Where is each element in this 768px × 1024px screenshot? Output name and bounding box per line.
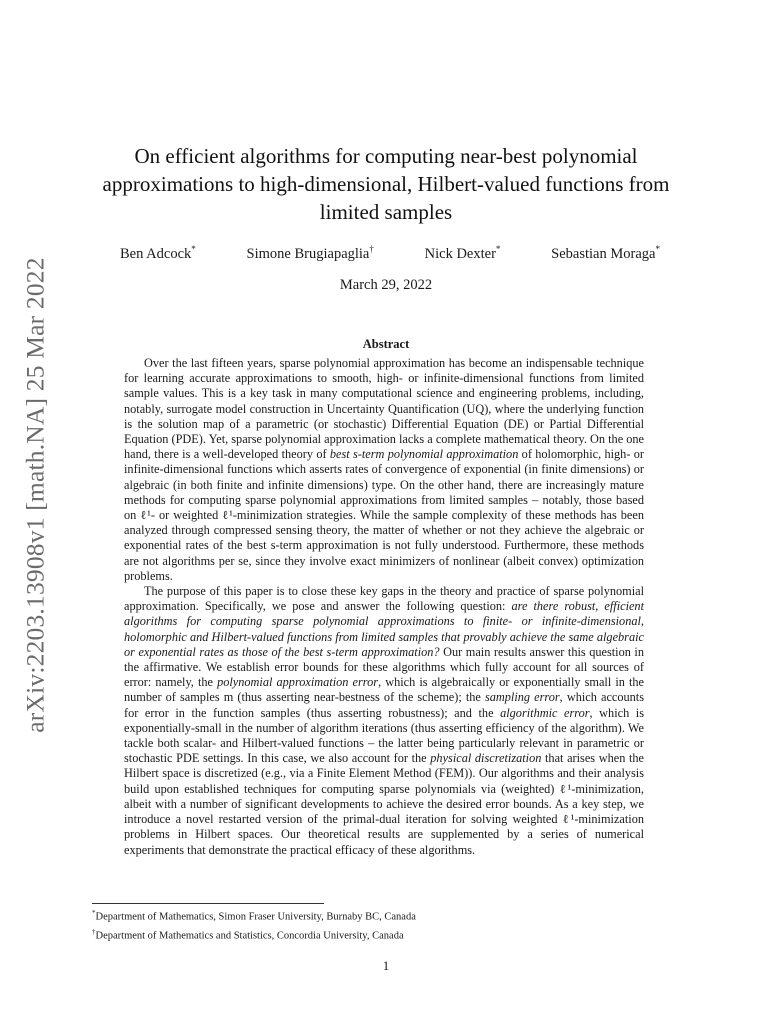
paper-title: On efficient algorithms for computing near-best polynomial approximations to high-dimensional, Hilbert-valued functions from limited samples <box>102 144 670 224</box>
author: Sebastian Moraga* <box>551 244 660 262</box>
abstract-paragraph: Over the last fifteen years, sparse polynomial approximation has become an indispensable technique for learning accurate approximations to smooth, high- or infinite-dimensional functions from limited sample values. This is a key task in many computational science and engineering problems, including, notably, surrogate model construction in Uncertainty Quantification (UQ), where the underlying function is the solution map of a parametric (or stochastic) Differential Equation (DE) or Partial Differential Equation (PDE). Yet, sparse polynomial approximation lacks a complete mathematical theory. On the one hand, there is a well-developed theory of best s-term polynomial approximation of holomorphic, high- or infinite-dimensional functions which asserts rates of convergence of exponential (in finite dimensions) or algebraic (in both finite and infinite dimensions) type. On the other hand, there are increasingly mature methods for computing sparse polynomial approximations from limited samples – notably, those based on ℓ¹- or weighted ℓ¹-minimization strategies. While the sample complexity of these methods has been analyzed through compressed sensing theory, the matter of whether or not they achieve the algebraic or exponential rates of the best s-term approximation is not fully understood. Furthermore, these methods are not algorithms per se, since they involve exact minimizers of nonlinear (albeit convex) optimization problems. <box>124 356 644 583</box>
footnotes <box>92 906 692 943</box>
arxiv-identifier-text: arXiv:2203.13908v1 [math.NA] 25 Mar 2022 <box>21 257 50 733</box>
abstract-paragraph: The purpose of this paper is to close these key gaps in the theory and practice of sparse polynomial approximation. Specifically, we pose and answer the following question: are there robust, efficient algorithms for computing sparse polynomial approximations to finite- or infinite-dimensional, holomorphic and Hilbert-valued functions from limited samples that provably achieve the same algebraic or exponential rates as those of the best s-term approximation? Our main results answer this question in the affirmative. We establish error bounds for these algorithms which fully account for all sources of error: namely, the polynomial approximation error, which is algebraically or exponentially small in the number of samples m (thus asserting near-bestness of the scheme); the sampling error, which accounts for error in the function samples (thus asserting robustness); and the algorithmic error, which is exponentially-small in the number of algorithm iterations (thus asserting efficiency of the algorithm). We tackle both scalar- and Hilbert-valued functions – the latter being particularly relevant in parametric or stochastic PDE settings. In this case, we also account for the physical discretization that arises when the Hilbert space is discretized (e.g., via a Finite Element Method (FEM)). Our algorithms and their analysis build upon established techniques for computing sparse polynomials via (weighted) ℓ¹-minimization, albeit with a number of significant developments to achieve the desired error bounds. As a key step, we introduce a novel restarted version of the primal-dual iteration for solving weighted ℓ¹-minimization problems in Hilbert spaces. Our theoretical results are supplemented by a series of numerical experiments that demonstrate the practical efficacy of these algorithms. <box>124 584 645 857</box>
page-number: 1 <box>382 958 390 973</box>
author: Simone Brugiapaglia† <box>246 244 374 262</box>
author: Nick Dexter* <box>424 244 501 262</box>
publication-date: March 29, 2022 <box>339 277 433 293</box>
footnote-divider <box>92 903 324 904</box>
abstract-heading: Abstract <box>362 337 410 351</box>
author-list <box>120 244 660 263</box>
abstract-body <box>124 356 644 858</box>
footnote: †Department of Mathematics and Statistics, Concordia University, Canada <box>92 927 404 941</box>
footnote: *Department of Mathematics, Simon Fraser University, Burnaby BC, Canada <box>92 909 416 923</box>
arxiv-identifier-stamp <box>8 250 64 740</box>
author: Ben Adcock* <box>120 244 196 262</box>
